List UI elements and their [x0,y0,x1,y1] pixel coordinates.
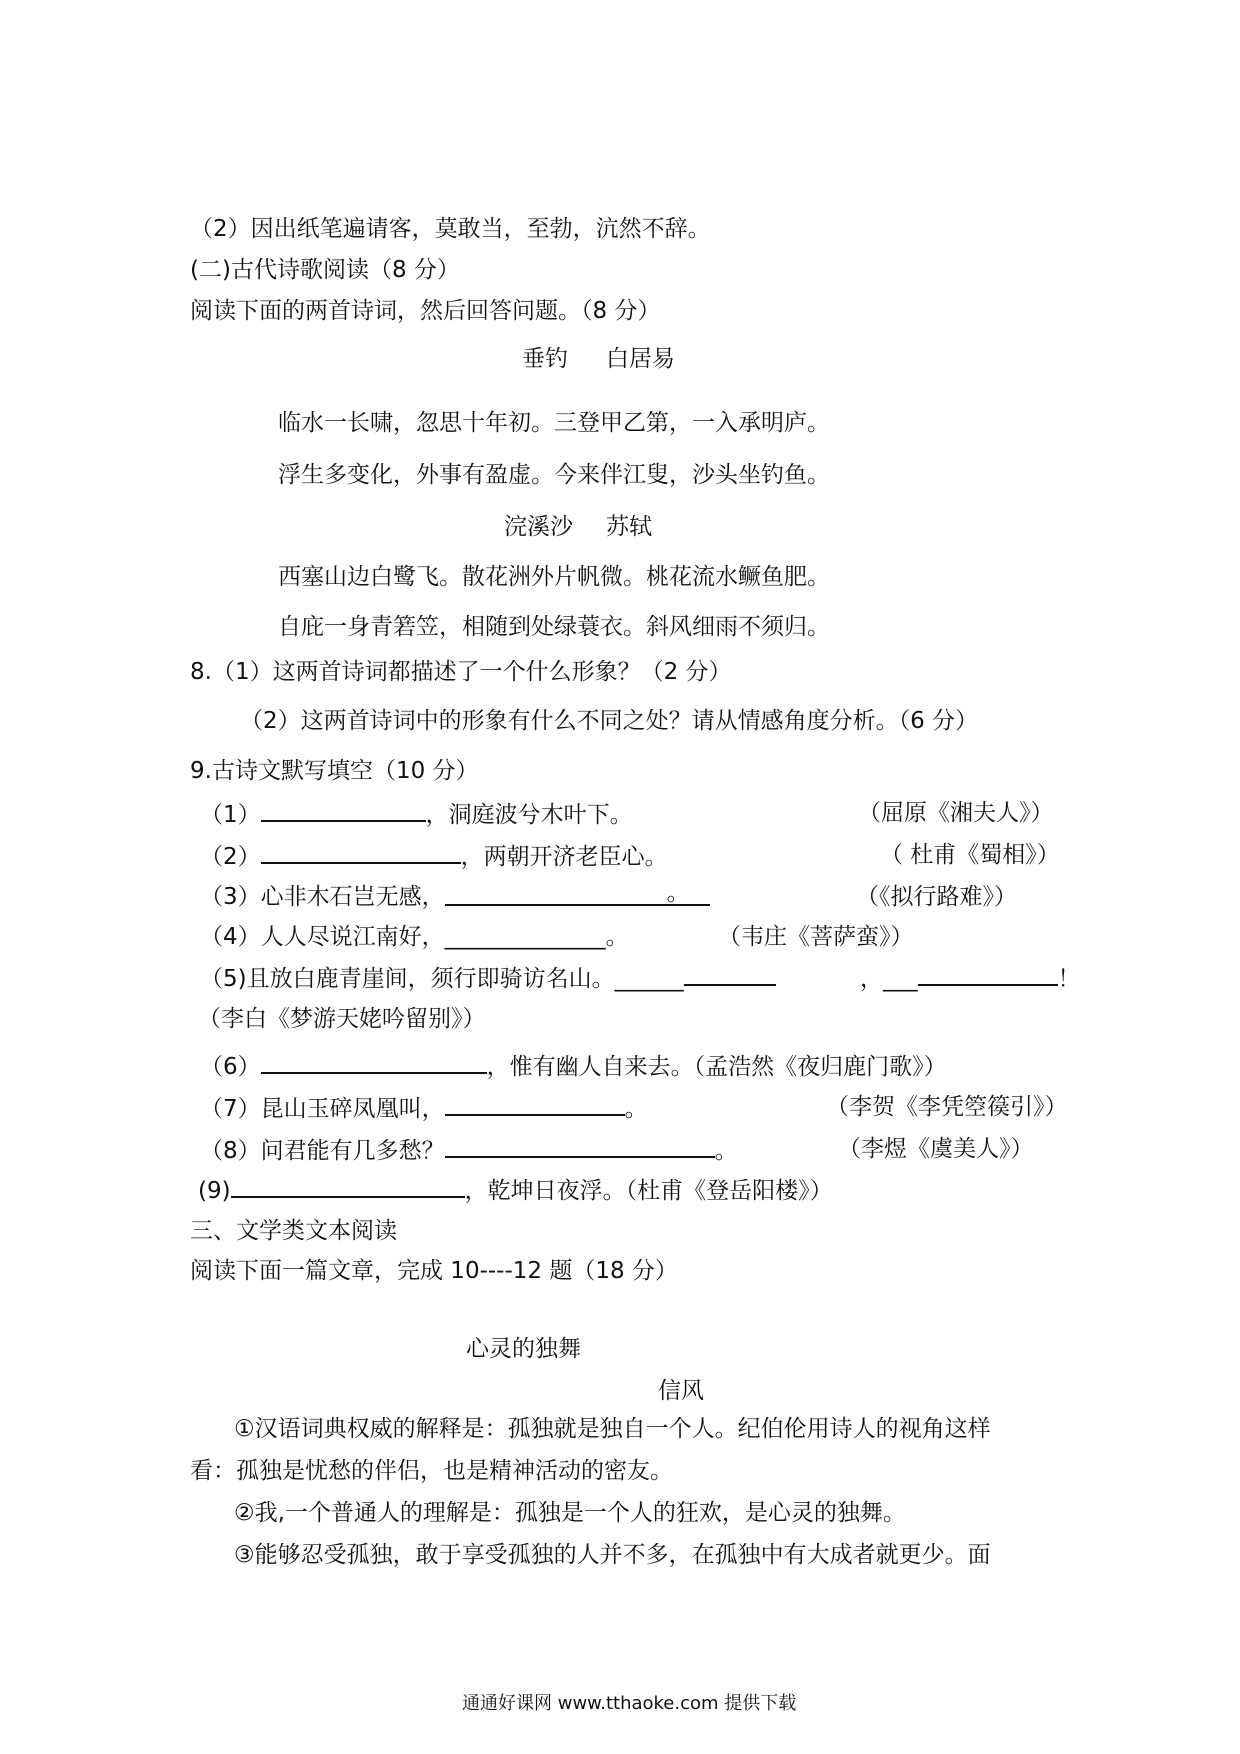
q9-6 [200,1050,947,1082]
text-line: 阅读下面的两首诗词，然后回答问题。（8 分） [190,298,661,324]
poem-line: 浮生多变化，外事有盈虚。今来伴江叟，沙头坐钓鱼。 [278,462,830,488]
q9-3 [200,882,710,912]
q9-5-text: （5)且放白鹿青崖间，须行即骑访名山。______ [200,966,684,992]
question-8-2: （2）这两首诗词中的形象有什么不同之处？请从情感角度分析。（6 分） [240,708,979,734]
q9-5-second [860,962,1081,994]
article-title: 心灵的独舞 [466,1336,581,1362]
q9-4-source: （韦庄《菩萨蛮》） [718,924,914,950]
q9-8-end: 。 [714,1138,738,1164]
text-line: 阅读下面一篇文章，完成 10----12 题（18 分） [190,1258,678,1284]
q9-2 [200,840,668,872]
answer-blank[interactable] [261,840,461,864]
poem-title: 浣溪沙 [504,514,573,540]
q9-2-num: （2） [200,844,261,870]
answer-blank[interactable] [261,798,426,822]
section-heading: (二)古代诗歌阅读（8 分） [190,257,460,283]
q9-9-num: (9) [198,1178,231,1204]
q9-5-end: ！ [1057,966,1081,992]
answer-blank[interactable] [445,1092,625,1116]
poem-line: 西塞山边白鹭飞。散花洲外片帆微。桃花流水鳜鱼肥。 [278,564,830,590]
q9-2-text: ，两朝开济老臣心。 [460,844,668,870]
q9-9-text: ，乾坤日夜浮。（杜甫《登岳阳楼》） [464,1178,833,1204]
q9-7-end: 。 [624,1096,648,1122]
answer-blank[interactable] [918,962,1058,986]
q9-4: （4）人人尽说江南好，______________。 [200,924,629,950]
q9-1 [200,798,633,830]
q9-5-mid: ，___ [860,966,918,992]
q9-3-text: （3）心非木石岂无感， [200,884,445,910]
q9-5 [200,962,776,994]
q9-6-text: ，惟有幽人自来去。（孟浩然《夜归鹿门歌》） [486,1054,947,1080]
paragraph: ①汉语词典权威的解释是：孤独就是独自一个人。纪伯伦用诗人的视角这样 [234,1416,991,1442]
section-heading: 三、文学类文本阅读 [190,1218,397,1244]
q9-9 [198,1174,833,1206]
question-9: 9.古诗文默写填空（10 分） [190,758,479,784]
q9-1-source: （屈原《湘夫人》） [858,800,1054,826]
q9-6-num: （6） [200,1054,261,1080]
answer-blank[interactable] [684,962,776,986]
paragraph: ③能够忍受孤独，敢于享受孤独的人并不多，在孤独中有大成者就更少。面 [234,1542,991,1568]
q9-8 [200,1134,738,1166]
answer-blank[interactable] [231,1174,465,1198]
q9-3-end: 。 [666,880,690,906]
paragraph: ②我,一个普通人的理解是：孤独是一个人的狂欢，是心灵的独舞。 [234,1500,906,1526]
poem-line: 自庇一身青箬笠，相随到处绿蓑衣。斜风细雨不须归。 [278,614,830,640]
q9-5-source: （李白《梦游天姥吟留别》） [198,1006,486,1032]
poem-title: 垂钓 [522,346,568,372]
q9-7 [200,1092,648,1124]
footer-text: 通通好课网 www.tthaoke.com 提供下载 [462,1693,797,1714]
article-author: 信风 [658,1378,704,1404]
q9-2-source: （ 杜甫《蜀相》） [880,842,1060,868]
answer-blank[interactable] [445,882,710,906]
q9-8-source: （李煜《虞美人》） [838,1136,1034,1162]
q9-1-text: ，洞庭波兮木叶下。 [425,802,633,828]
paragraph: 看：孤独是忧愁的伴侣，也是精神活动的密友。 [190,1458,673,1484]
q9-1-num: （1） [200,802,261,828]
q9-8-text: （8）问君能有几多愁？ [200,1138,445,1164]
q9-7-text: （7）昆山玉碎凤凰叫， [200,1096,445,1122]
q9-7-source: （李贺《李凭箜篌引》） [826,1094,1068,1120]
question-8-1: 8.（1）这两首诗词都描述了一个什么形象？（2 分） [190,659,732,685]
poem-line: 临水一长啸，忽思十年初。三登甲乙第，一入承明庐。 [278,410,830,436]
q9-3-source: （《拟行路难》） [856,884,1017,910]
poem-author: 白居易 [606,346,675,372]
poem-author: 苏轼 [606,514,652,540]
answer-blank[interactable] [261,1050,487,1074]
answer-blank[interactable] [445,1134,715,1158]
text-line: （2）因出纸笔遍请客，莫敢当，至勃，沆然不辞。 [190,216,711,242]
